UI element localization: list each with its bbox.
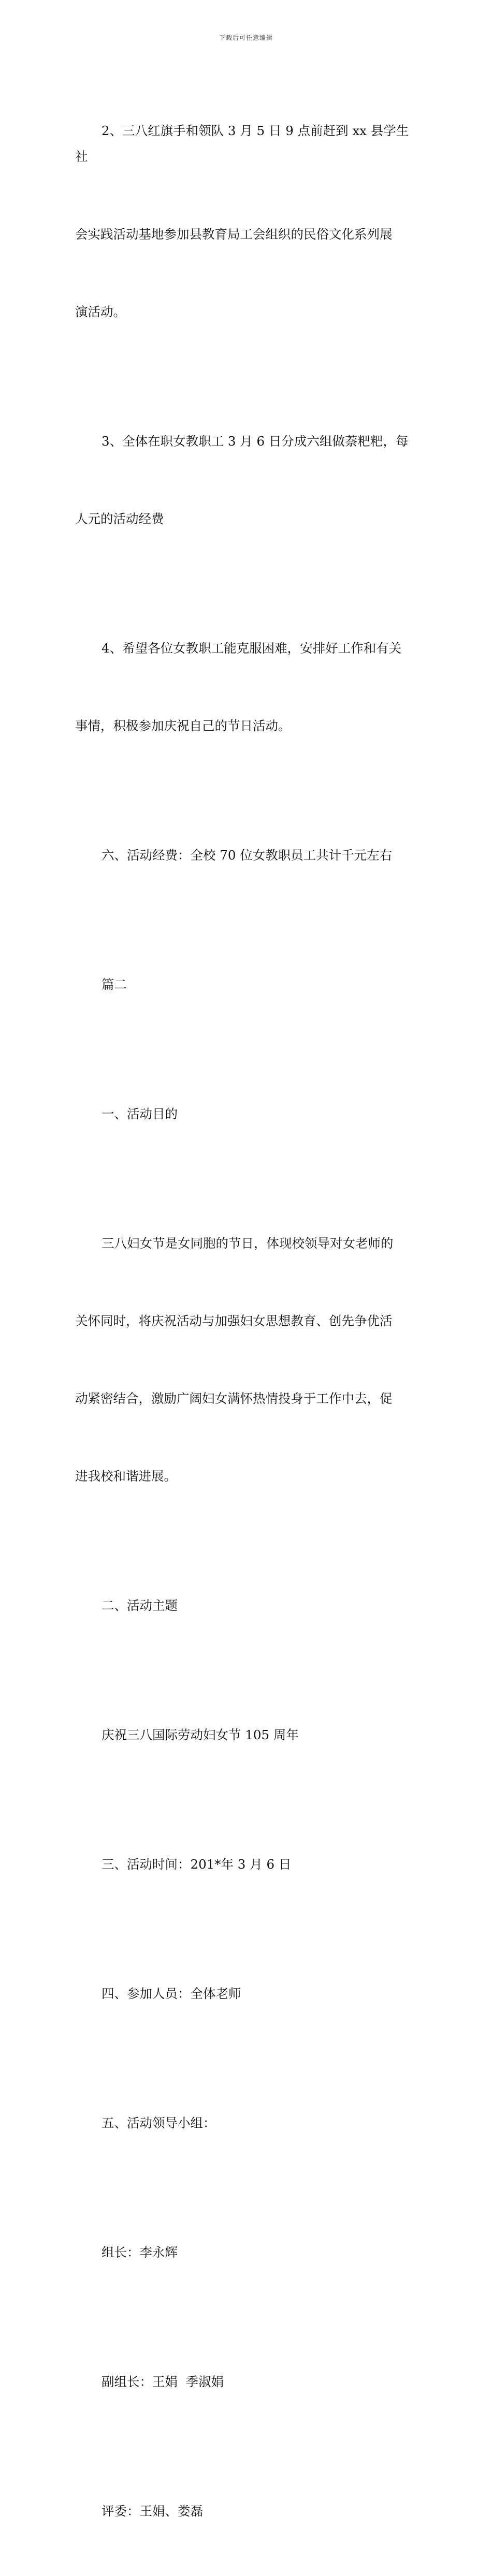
text-line: 三八妇女节是女同胞的节日，体现校领导对女老师的 xyxy=(102,1236,394,1251)
text-line: 4、希望各位女教职工能克服困难，安排好工作和有关 xyxy=(102,641,402,656)
section-heading-theme xyxy=(75,1541,419,1670)
section-activity-time xyxy=(75,1800,419,1929)
page-header-note: 下载后可任意编辑 xyxy=(219,34,273,41)
judges-line xyxy=(75,2447,419,2576)
text-line: 进我校和谐进展。 xyxy=(75,1469,177,1484)
theme-text xyxy=(75,1670,419,1800)
leader-line xyxy=(75,2188,419,2317)
paragraph-item-3 xyxy=(75,377,419,584)
text-line: 会实践活动基地参加县教育局工会组织的民俗文化系列展 xyxy=(75,227,393,242)
text-line: 演活动。 xyxy=(75,304,126,319)
text-line: 篇二 xyxy=(102,977,127,992)
text-line: 一、活动目的 xyxy=(102,1106,178,1121)
text-line: 动紧密结合，激励广阔妇女满怀热情投身于工作中去，促 xyxy=(75,1391,393,1406)
section-activity-funding xyxy=(75,791,419,920)
text-line: 事情，积极参加庆祝自己的节日活动。 xyxy=(75,718,291,733)
text-line: 2、三八红旗手和领队 3 月 5 日 9 点前赶到 xx 县学生社 xyxy=(75,123,409,164)
text-line: 四、参加人员：全体老师 xyxy=(102,1986,241,2001)
paragraph-item-2 xyxy=(75,66,419,377)
text-line: 关怀同时，将庆祝活动与加强妇女思想教育、创先争优活 xyxy=(75,1313,393,1328)
text-line: 3、全体在职女教职工 3 月 6 日分成六组做萘粑粑，每 xyxy=(102,434,409,449)
document-body xyxy=(75,66,419,2576)
section-heading-leadership xyxy=(75,2059,419,2188)
text-line: 评委：王娟、娄磊 xyxy=(102,2504,203,2519)
text-line: 人元的活动经费 xyxy=(75,511,164,526)
deputy-leader-line xyxy=(75,2317,419,2447)
text-line: 庆祝三八国际劳动妇女节 105 周年 xyxy=(102,1727,299,1742)
section-heading-purpose xyxy=(75,1049,419,1179)
text-line: 三、活动时间：201*年 3 月 6 日 xyxy=(102,1857,292,1872)
text-line: 六、活动经费：全校 70 位女教职员工共计千元左右 xyxy=(102,848,393,863)
paragraph-item-4 xyxy=(75,584,419,791)
text-line: 二、活动主题 xyxy=(102,1598,178,1613)
text-line: 组长：李永辉 xyxy=(102,2245,178,2260)
paragraph-purpose xyxy=(75,1179,419,1541)
section-participants xyxy=(75,1929,419,2059)
text-line: 副组长：王娟 季淑娟 xyxy=(102,2374,224,2389)
part-two-heading xyxy=(75,920,419,1049)
text-line: 五、活动领导小组： xyxy=(102,2115,216,2130)
